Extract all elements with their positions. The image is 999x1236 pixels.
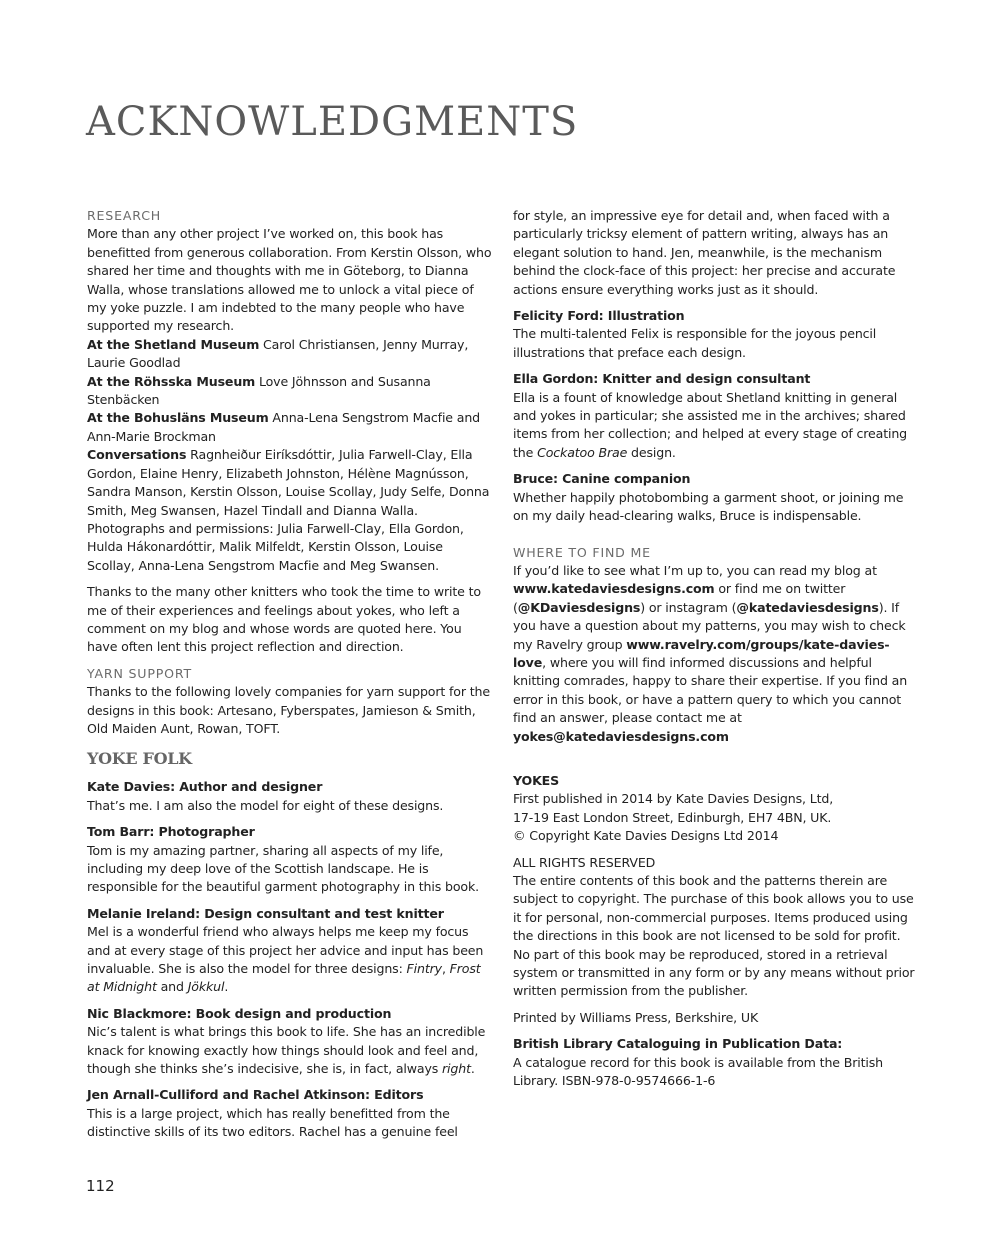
melanie-text-3: and [156,979,188,995]
melanie-heading [87,905,492,923]
twitter-handle[interactable]: @KDaviesdesigns [517,599,641,615]
where-text-1: If you’d like to see what I’m up to, you can read my blog at [513,562,877,578]
editors-continued: for style, an impressive eye for detail and, when faced with a particularly tricksy element of pattern writing, always has an elegant solution to hand. Jen, meanwhile, is the mechanism behind the clock-face of this project: her precise and accurate actions ensure everything works just as it should. [513,208,896,297]
melanie-text-4: . [224,979,229,995]
design-fintry: Fintry [406,961,442,977]
bruce-heading-text: Bruce: Canine companion [513,471,691,487]
kate-heading [87,778,492,796]
tom-heading-text: Tom Barr: Photographer [87,824,255,840]
rohsska-text: Love Jöhnsson and Susanna Stenbäcken [87,373,431,408]
yokes-line-1: First published in 2014 by Kate Davies Designs, Ltd, [513,791,834,807]
yoke-folk-heading: YOKE FOLK [87,749,192,769]
conversations-label: Conversations [87,447,187,463]
ella-heading-text: Ella Gordon: Knitter and design consultant [513,371,811,387]
where-text-2: or find me on twitter ( [513,581,846,615]
editors-text: This is a large project, which has really benefitted from the distinctive skills of its two editors. Rachel has a genuine feel [87,1105,458,1140]
yokes-heading-text: YOKES [513,772,560,788]
yokes-line-2: 17-19 East London Street, Edinburgh, EH7 4BN, UK. [513,809,832,825]
yokes-line-3: © Copyright Kate Davies Designs Ltd 2014 [513,828,779,844]
ella-heading [513,370,918,388]
where-text [513,562,918,746]
conversations-credit [87,446,492,520]
bruce-heading [513,470,918,488]
right-column [513,207,918,1090]
where-text-5: , where you will find informed discussions and helpful knitting comrades, happy to share their expertise. If you find an error in this book, or have a pattern query to which you cannot find an answer, please contact me at [513,654,908,726]
rohsska-label: At the Röhsska Museum [87,373,256,389]
melanie-text-1: Mel is a wonderful friend who always helps me keep my focus and at every stage of this project her advice and input has been invaluable. She is also the model for three designs: [87,924,484,977]
where-text-3: ) or instagram ( [640,599,737,615]
bl-text: A catalogue record for this book is available from the British Library. ISBN-978-0-9574666-1-6 [513,1054,883,1089]
bl-heading-text: British Library Cataloguing in Publication Data: [513,1036,843,1052]
kate-text: That’s me. I am also the model for eight of these designs. [87,797,444,813]
shetland-text: Carol Christiansen, Jenny Murray, Laurie Goodlad [87,336,469,371]
design-cockatoo-brae: Cockatoo Brae [537,444,628,460]
melanie-heading-text: Melanie Ireland: Design consultant and test knitter [87,905,444,921]
nic-text-1: Nic’s talent is what brings this book to life. She has an incredible knack for knowing exactly how things should look and feel and, though she thinks she’s indecisive, she is, in fact, always [87,1024,486,1077]
where-text-4: ). If you have a question about my patterns, you may wish to check my Ravelry group [513,599,906,652]
yarn-heading: YARN SUPPORT [87,665,192,681]
editors-heading-text: Jen Arnall-Culliford and Rachel Atkinson: Editors [87,1087,424,1103]
bohuslans-text: Anna-Lena Sengstrom Macfie and Ann-Marie Brockman [87,410,480,444]
ravelry-link[interactable]: www.ravelry.com/groups/kate-davies-love [513,636,890,670]
bohuslans-credit [87,409,492,446]
felicity-heading-text: Felicity Ford: Illustration [513,308,685,324]
tom-heading [87,823,492,841]
felicity-text: The multi-talented Felix is responsible for the joyous pencil illustrations that preface each design. [513,326,877,360]
rohsska-credit [87,373,492,410]
yarn-paragraph: Thanks to the following lovely companies for yarn support for the designs in this book: Artesano, Fyberspates, Jamieson & Smith, Old Maiden Aunt, Rowan, TOFT. [87,684,490,736]
nic-heading [87,1005,492,1023]
design-jokkul: Jökkul [187,979,225,995]
bl-heading [513,1035,918,1053]
bruce-text: Whether happily photobombing a garment shoot, or joining me on my daily head-clearing walks, Bruce is indispensable. [513,489,904,524]
melanie-text [87,923,492,997]
ella-text [513,389,918,463]
nic-italic: right [442,1061,471,1077]
yokes-heading [513,772,918,790]
printed-text: Printed by Williams Press, Berkshire, UK [513,1009,759,1025]
nic-text [87,1023,492,1078]
research-heading: RESEARCH [87,208,162,223]
nic-heading-text: Nic Blackmore: Book design and production [87,1005,392,1021]
page-title: ACKNOWLEDGMENTS [86,99,579,145]
bohuslans-label: At the Bohusläns Museum [87,410,269,426]
editors-heading [87,1086,492,1104]
instagram-handle[interactable]: @katedaviesdesigns [736,599,879,615]
conversations-text: Ragnheiður Eiríksdóttir, Julia Farwell-Clay, Ella Gordon, Elaine Henry, Elizabeth Johnston, Hélène Magnússon, Sandra Manson, Kerstin Olsson, Louise Scollay, Judy Selfe, Donna Smith, Meg Swansen, Hazel Tindall and Dianna Walla. [87,447,490,518]
design-frost-at-midnight: Frost at Midnight [87,961,481,995]
nic-text-2: . [470,1061,475,1077]
felicity-heading [513,307,918,325]
blog-link[interactable]: www.katedaviesdesigns.com [513,581,715,597]
kate-heading-text: Kate Davies: Author and designer [87,779,323,795]
tom-text: Tom is my amazing partner, sharing all aspects of my life, including my deep love of the Scottish landscape. He is responsible for the beautiful garment photography in this book. [87,842,479,895]
ella-text-1: Ella is a fount of knowledge about Shetland knitting in general and yokes in particular; she assisted me in the archives; shared items from her collection; and helped at every stage of creating the [513,389,908,460]
melanie-text-2: , [441,961,450,977]
shetland-credit [87,336,492,373]
ella-text-2: design. [627,444,676,460]
thanks-paragraph: Thanks to the many other knitters who took the time to write to me of their experiences and feelings about yokes, who left a comment on my blog and whose words are quoted here. You have often lent this project reflection and direction. [87,584,481,655]
rights-heading: ALL RIGHTS RESERVED [513,854,656,870]
left-column [87,207,492,1142]
email-link[interactable]: yokes@katedaviesdesigns.com [513,728,729,744]
rights-text-1: The entire contents of this book and the patterns therein are subject to copyright. The purchase of this book allows you to use it for personal, non-commercial purposes. Items produced using the directions in this book are not licensed to be sold for profit. [513,873,914,944]
rights-text-2: No part of this book may be reproduced, stored in a retrieval system or transmitted in any form or by any means without prior written permission from the publisher. [513,946,915,999]
research-intro: More than any other project I’ve worked on, this book has benefitted from generous collaboration. From Kerstin Olsson, who shared her time and thoughts with me in Göteborg, to Dianna Walla, whose translations allowed me to unlock a vital piece of my yoke puzzle. I am indebted to the many people who have supported my research. [87,226,492,334]
shetland-label: At the Shetland Museum [87,336,260,352]
page-number: 112 [86,1177,115,1195]
where-heading: WHERE TO FIND ME [513,544,651,560]
photographs-credit: Photographs and permissions: Julia Farwell-Clay, Ella Gordon, Hulda Hákonardóttir, Malik Milfeldt, Kerstin Olsson, Louise Scollay, Anna-Lena Sengstrom Macfie and Meg Swansen. [87,520,464,573]
